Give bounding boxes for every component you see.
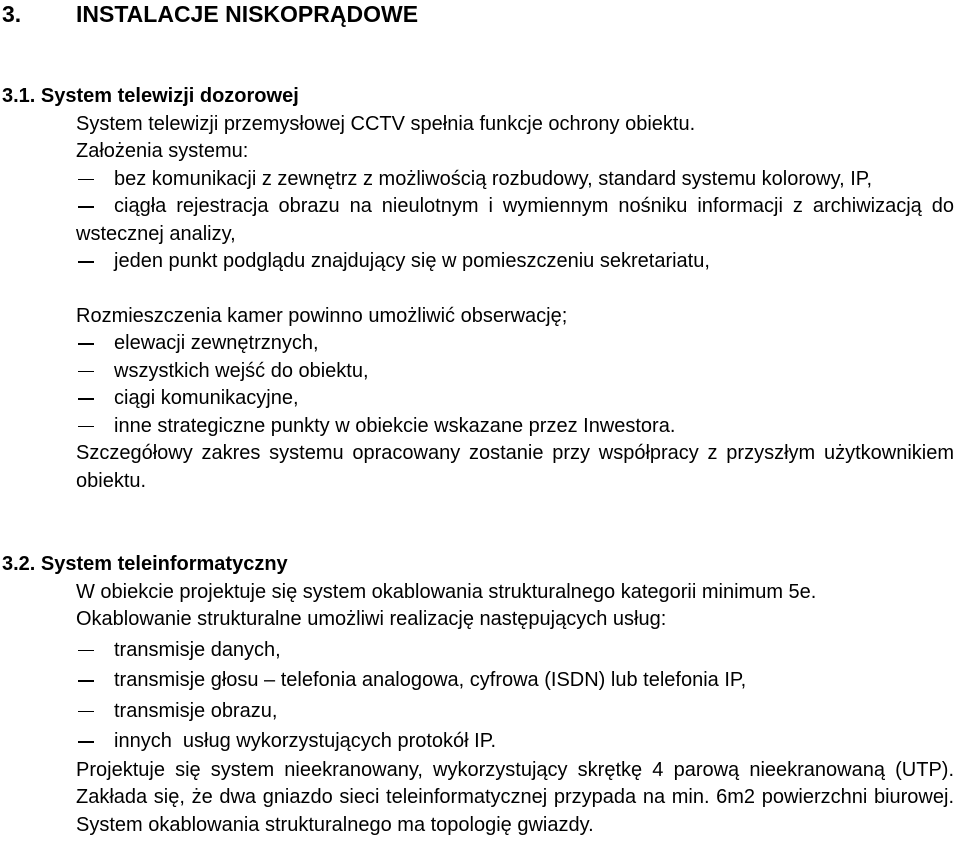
service-text: transmisje danych, (114, 638, 281, 661)
dash-bullet-icon (78, 741, 94, 743)
dash-bullet-icon (78, 261, 94, 263)
section-it (2, 551, 958, 839)
assumption-text: ciągła rejestracja obrazu na nieulotnym i wymiennym nośniku informacji z archiwizacją do wstecznej analizy, (76, 195, 954, 245)
chapter-heading (2, 0, 418, 28)
it-services-label: Okablowanie strukturalne umożliwi realizację następujących usług: (76, 608, 667, 630)
list-item (76, 358, 958, 386)
camera-location: inne strategiczne punkty w obiekcie wskazane przez Inwestora. (114, 414, 676, 437)
dash-bullet-icon (78, 398, 94, 400)
dash-bullet-icon (78, 371, 94, 373)
service-text: transmisje obrazu, (114, 699, 278, 722)
dash-bullet-icon (78, 343, 94, 345)
list-item (76, 385, 958, 413)
camera-location: elewacji zewnętrznych, (114, 332, 319, 354)
camera-location: wszystkich wejść do obiektu, (114, 359, 369, 382)
it-intro: W obiekcie projektuje się system okablowania strukturalnego kategorii minimum 5e. (76, 580, 817, 603)
chapter-number: 3. (2, 1, 22, 27)
dash-bullet-icon (78, 650, 94, 652)
list-item (76, 698, 958, 726)
assumption-text: jeden punkt podglądu znajdujący się w pomieszczeniu sekretariatu, (114, 250, 710, 272)
section-cctv (2, 83, 958, 495)
dash-bullet-icon (78, 680, 94, 682)
dash-bullet-icon (78, 426, 94, 428)
list-item (76, 667, 958, 695)
list-item (76, 413, 958, 441)
camera-location: ciągi komunikacyjne, (114, 387, 299, 409)
list-item (76, 637, 958, 665)
list-item (76, 330, 958, 358)
service-text: innych usług wykorzystujących protokół IP. (114, 730, 497, 752)
chapter-title: INSTALACJE NISKOPRĄDOWE (76, 1, 419, 27)
dash-bullet-icon (78, 179, 94, 181)
section-heading-it: 3.2. System teleinformatyczny (2, 553, 288, 575)
cctv-assumptions-label: Założenia systemu: (76, 140, 249, 162)
cctv-closing: Szczegółowy zakres systemu opracowany zostanie przy współpracy z przyszłym użytkownikiem obiektu. (76, 442, 954, 492)
dash-bullet-icon (78, 711, 94, 713)
section-heading-cctv: 3.1. System telewizji dozorowej (2, 85, 299, 107)
assumption-text: bez komunikacji z zewnętrz z możliwością rozbudowy, standard systemu kolorowy, IP, (114, 167, 873, 190)
list-item (76, 248, 958, 276)
cameras-label: Rozmieszczenia kamer powinno umożliwić obserwację; (76, 304, 568, 327)
list-item (76, 193, 958, 248)
it-closing: Projektuje się system nieekranowany, wykorzystujący skrętkę 4 parową nieekranowaną (UTP). Zakłada się, że dwa gniazdo sieci teleinformatycznej przypada na min. 6m2 powierzchni biurowej. System okablowania strukturalnego ma topologię gwiazdy. (76, 758, 954, 836)
dash-bullet-icon (78, 206, 94, 208)
list-item (76, 166, 958, 194)
service-text: transmisje głosu – telefonia analogowa, cyfrowa (ISDN) lub telefonia IP, (114, 669, 747, 691)
list-item (76, 728, 958, 756)
cctv-intro: System telewizji przemysłowej CCTV spełnia funkcje ochrony obiektu. (76, 112, 696, 135)
